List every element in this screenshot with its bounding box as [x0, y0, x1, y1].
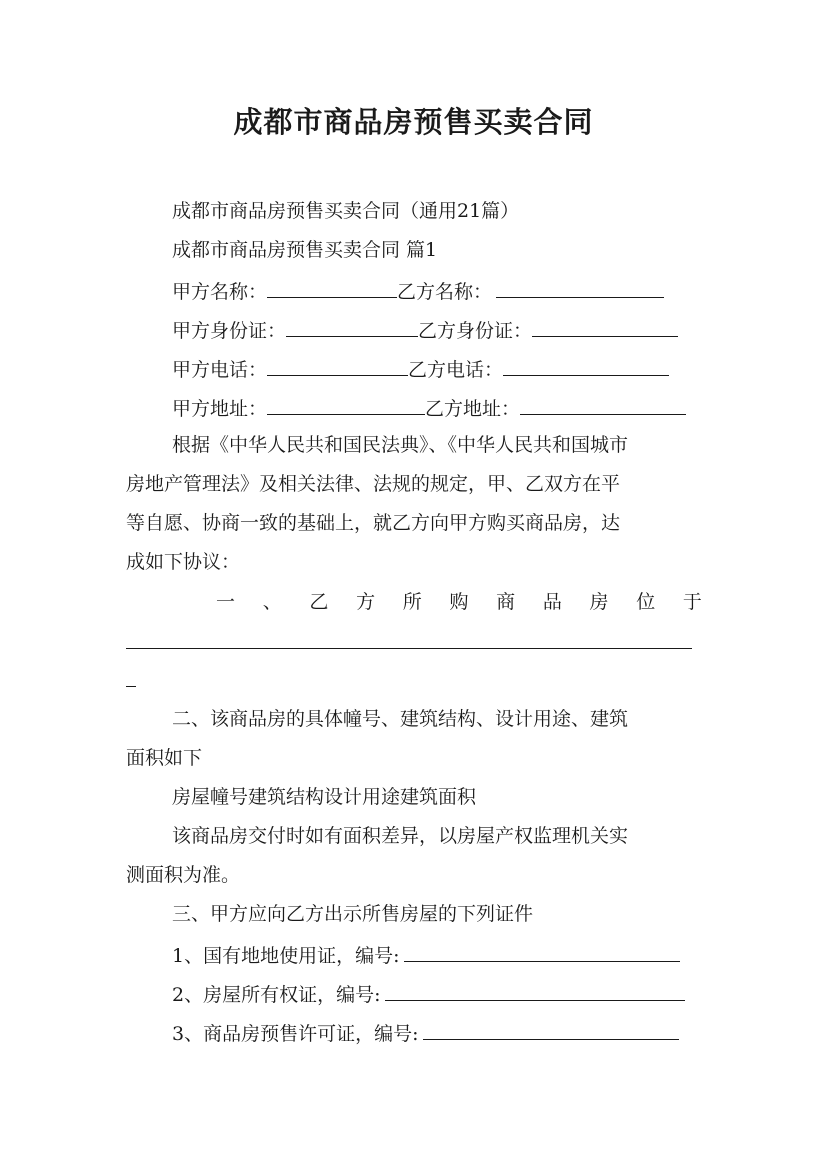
certificate-3-blank: [423, 1017, 679, 1040]
certificate-2-line: [172, 978, 685, 1009]
intro-paragraph-line: 根据《中华人民共和国民法典》、《中华人民共和国城市: [172, 434, 629, 456]
clause-1-char: 一: [216, 591, 236, 613]
certificate-2-label: 2、房屋所有权证，编号:: [172, 984, 381, 1006]
location-blank: [126, 648, 692, 649]
party-a-address-blank: [267, 392, 425, 415]
clause-2-line: 面积如下: [126, 747, 203, 769]
clause-3-heading: 三、甲方应向乙方出示所售房屋的下列证件: [172, 903, 534, 925]
party-a-phone-label: 甲方电话：: [172, 359, 268, 381]
area-note-line: 测面积为准。: [126, 864, 241, 886]
property-table-header: 房屋幢号建筑结构设计用途建筑面积: [172, 786, 477, 808]
party-b-address-blank: [520, 392, 686, 415]
party-a-name-blank: [267, 275, 397, 298]
intro-paragraph-line: 等自愿、协商一致的基础上，就乙方向甲方购买商品房，达: [126, 512, 621, 534]
party-addresses-line: [172, 392, 686, 423]
party-a-address-label: 甲方地址：: [172, 398, 268, 420]
clause-1-char: 位: [636, 591, 656, 613]
certificate-1-blank: [404, 939, 680, 962]
party-b-name-blank: [496, 275, 664, 298]
party-b-name-label: 乙方名称：: [397, 281, 493, 303]
location-blank-tail: [126, 686, 136, 687]
clause-1-char: 于: [682, 591, 702, 613]
party-b-phone-blank: [503, 353, 669, 376]
party-a-phone-blank: [267, 353, 408, 376]
party-b-id-label: 乙方身份证：: [418, 320, 533, 342]
clause-1-char: 、: [262, 591, 282, 613]
party-ids-line: [172, 314, 678, 345]
party-a-id-blank: [286, 314, 418, 337]
certificate-1-line: [172, 939, 680, 970]
certificate-2-blank: [385, 978, 685, 1001]
party-b-phone-label: 乙方电话：: [408, 359, 504, 381]
party-b-id-blank: [532, 314, 678, 337]
certificate-3-label: 3、商品房预售许可证，编号:: [172, 1023, 419, 1045]
clause-1-char: 乙: [309, 591, 329, 613]
party-b-address-label: 乙方地址：: [425, 398, 521, 420]
party-a-id-label: 甲方身份证：: [172, 320, 287, 342]
clause-2-line: 二、该商品房的具体幢号、建筑结构、设计用途、建筑: [172, 708, 629, 730]
area-note-line: 该商品房交付时如有面积差异，以房屋产权监理机关实: [172, 825, 629, 847]
clause-1-heading: [216, 588, 702, 616]
clause-1-char: 方: [356, 591, 376, 613]
party-phones-line: [172, 353, 669, 384]
certificate-3-line: [172, 1017, 679, 1048]
section-title: 成都市商品房预售买卖合同 篇1: [172, 239, 438, 261]
clause-1-char: 商: [496, 591, 516, 613]
party-a-name-label: 甲方名称：: [172, 281, 268, 303]
clause-1-char: 所: [402, 591, 422, 613]
clause-1-char: 购: [449, 591, 469, 613]
intro-paragraph-line: 成如下协议：: [126, 551, 241, 573]
document-title: 成都市商品房预售买卖合同: [233, 105, 594, 139]
clause-1-char: 房: [589, 591, 609, 613]
intro-paragraph-line: 房地产管理法》及相关法律、法规的规定，甲、乙双方在平: [126, 473, 621, 495]
document-subtitle: 成都市商品房预售买卖合同（通用21篇）: [172, 200, 520, 222]
party-names-line: [172, 275, 664, 306]
certificate-1-label: 1、国有地地使用证，编号:: [172, 945, 400, 967]
clause-1-char: 品: [542, 591, 562, 613]
